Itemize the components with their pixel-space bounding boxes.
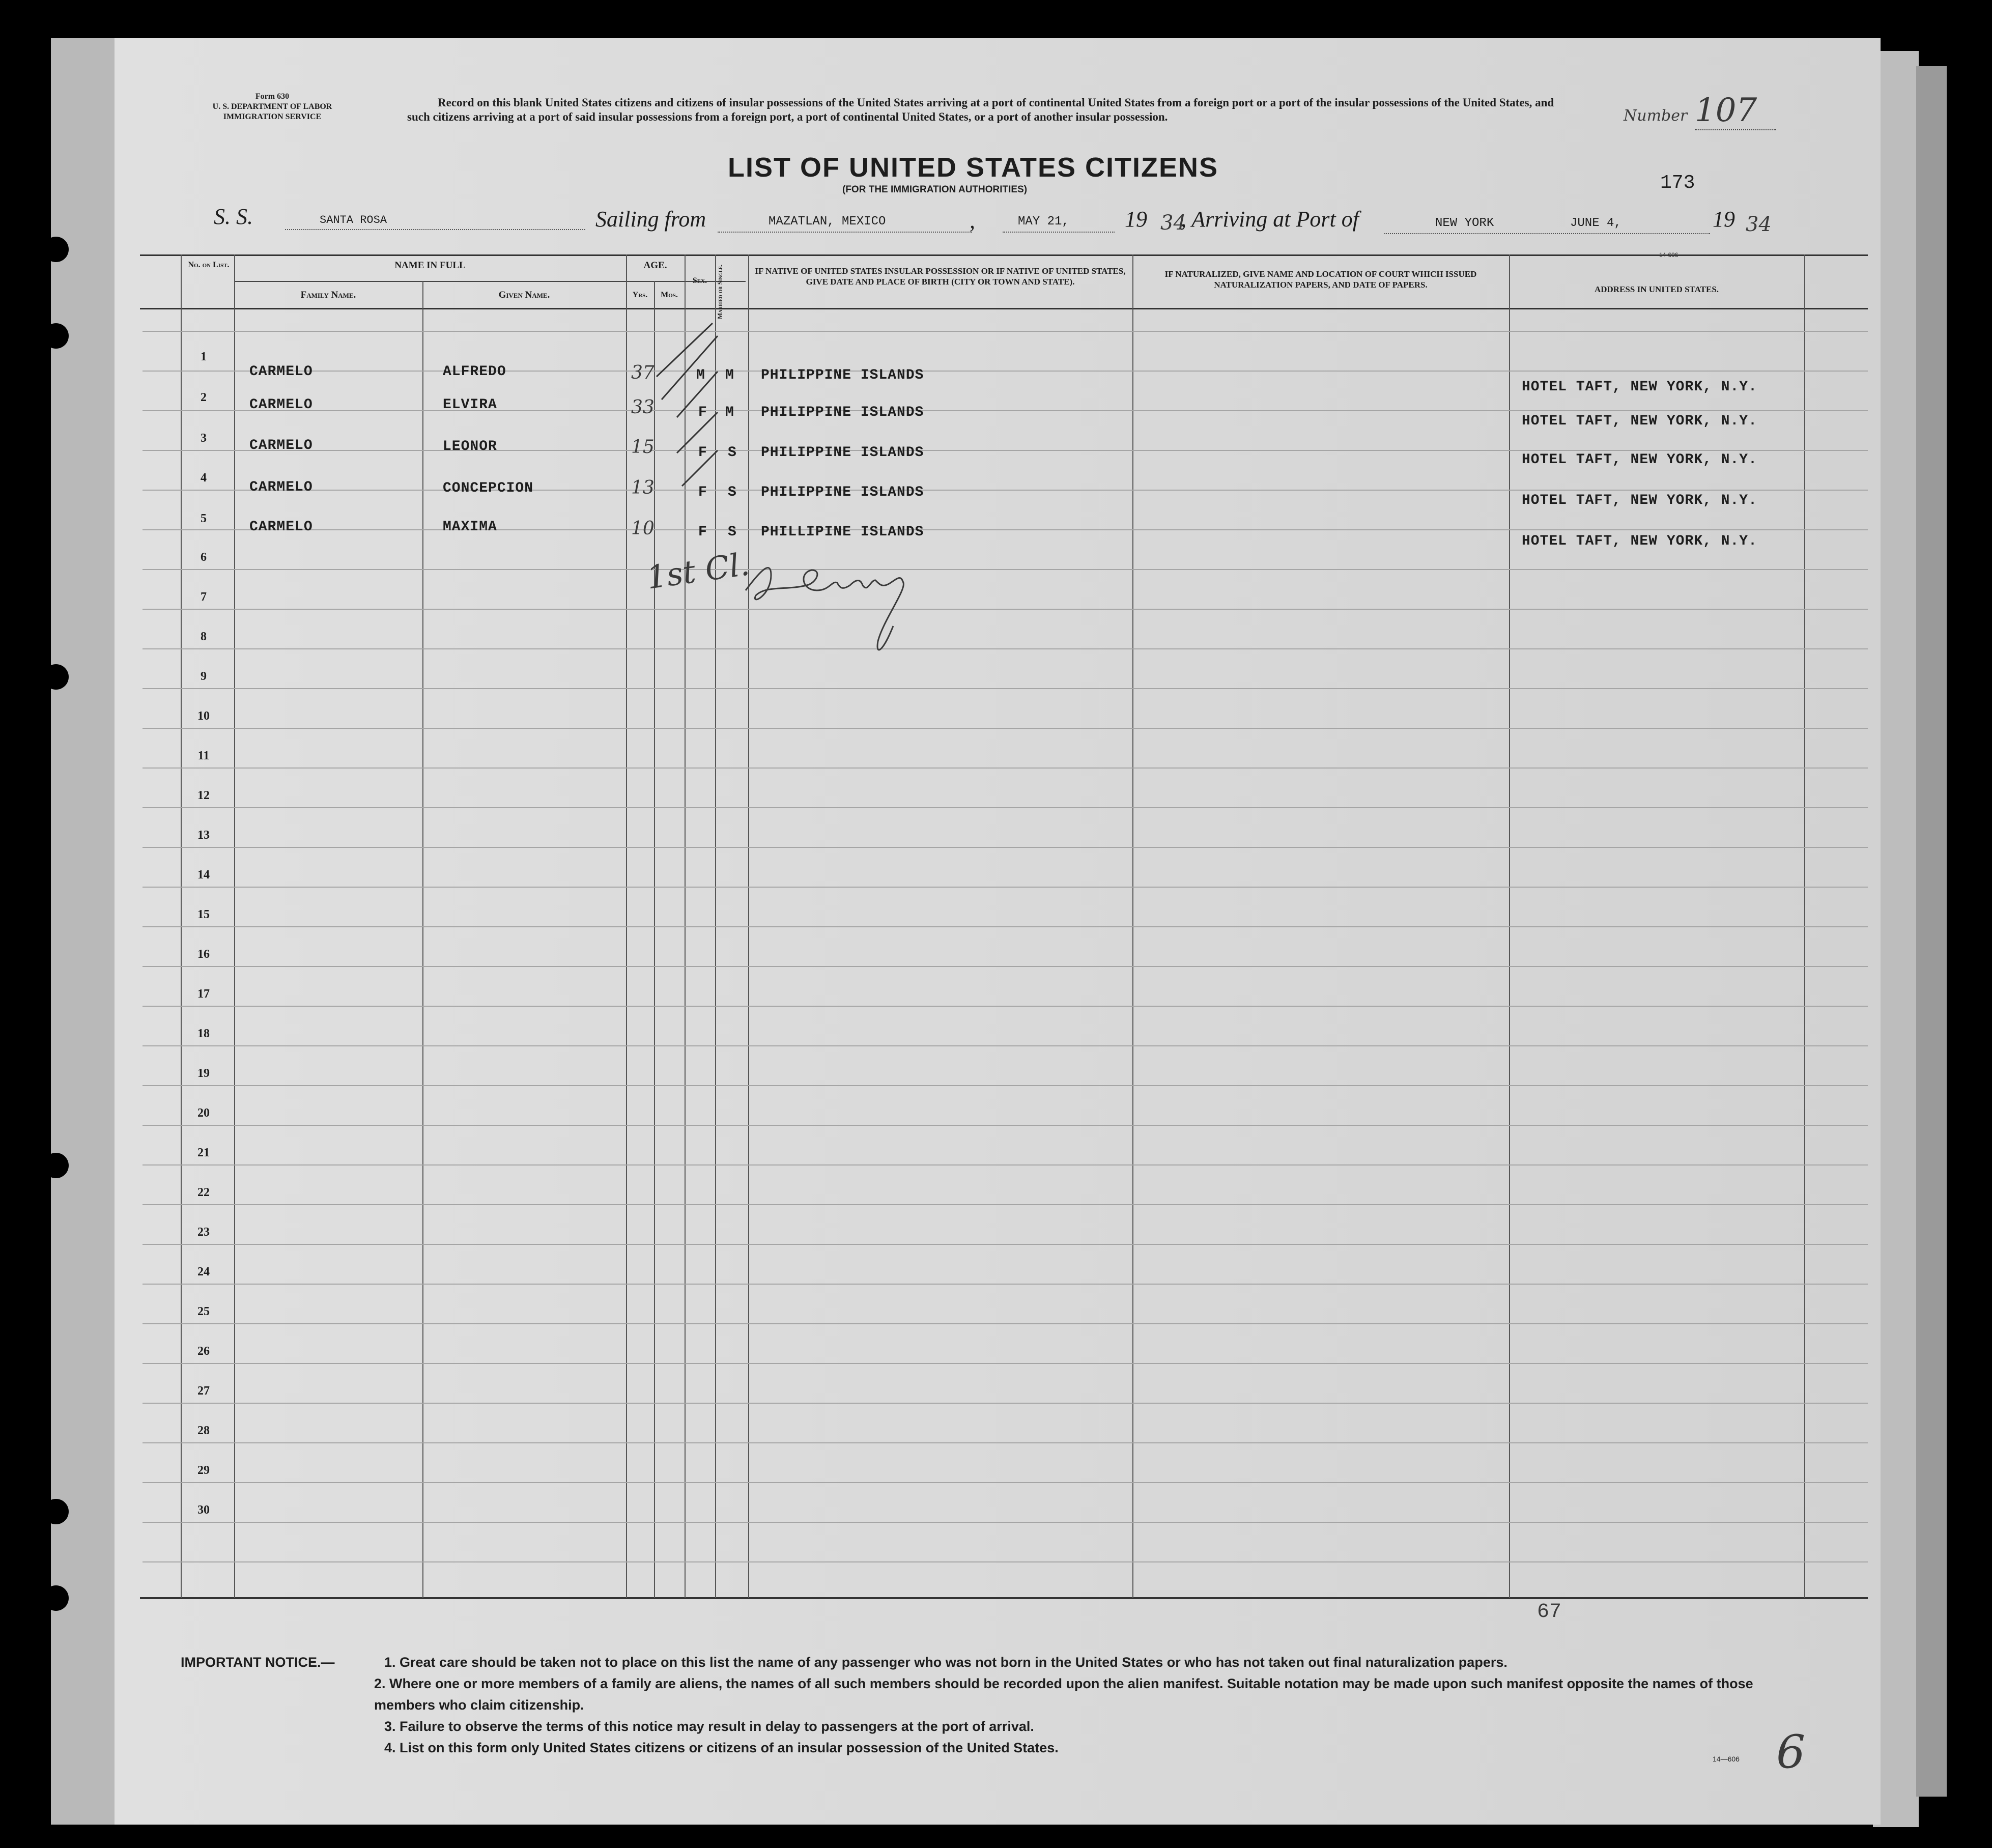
row-number: 2 xyxy=(201,391,207,404)
binder-hole xyxy=(43,1499,69,1524)
arriving-label: , Arriving at Port of xyxy=(1181,207,1359,232)
binder-hole xyxy=(43,664,69,690)
handwritten-check-marks xyxy=(641,316,743,545)
row-number: 12 xyxy=(197,789,210,802)
birth-place: PHILIPPINE ISLANDS xyxy=(761,367,924,383)
notice-label: IMPORTANT NOTICE.— xyxy=(181,1655,335,1670)
col-yrs: Yrs. xyxy=(632,291,648,299)
address: HOTEL TAFT, NEW YORK, N.Y. xyxy=(1522,452,1757,468)
row-number: 1 xyxy=(201,350,207,363)
row-number: 14 xyxy=(197,868,210,882)
sex: F xyxy=(698,405,707,420)
col-given-name: Given Name. xyxy=(498,290,550,300)
address: HOTEL TAFT, NEW YORK, N.Y. xyxy=(1522,413,1757,429)
year-from: 34 xyxy=(1160,211,1186,235)
row-number: 26 xyxy=(197,1345,210,1358)
binder-hole xyxy=(43,323,69,349)
col-family-name: Family Name. xyxy=(300,290,356,300)
notice-item: 4. List on this form only United States citizens or citizens of an insular possession of the United States. xyxy=(384,1740,1059,1755)
row-number: 30 xyxy=(197,1503,210,1517)
given-name: CONCEPCION xyxy=(443,480,534,496)
col-age: AGE. xyxy=(643,260,667,271)
col-name-in-full: NAME IN FULL xyxy=(394,260,466,271)
bottom-number: 67 xyxy=(1537,1601,1562,1624)
page-title: LIST OF UNITED STATES CITIZENS xyxy=(728,152,1218,183)
year-prefix-to: 19 xyxy=(1713,207,1735,232)
signature xyxy=(741,550,970,667)
class-annotation: 1st Cl. xyxy=(644,545,752,596)
page-stack-edge-dark xyxy=(1916,66,1947,1797)
given-name: LEONOR xyxy=(443,439,497,454)
stamp-number: 173 xyxy=(1660,172,1695,194)
birth-place: PHILLIPINE ISLANDS xyxy=(761,524,924,540)
birth-place: PHILIPPINE ISLANDS xyxy=(761,485,924,500)
page-subtitle: (FOR THE IMMIGRATION AUTHORITIES) xyxy=(842,184,1028,195)
row-number: 25 xyxy=(197,1305,210,1318)
row-number: 11 xyxy=(197,749,210,762)
given-name: ALFREDO xyxy=(443,364,506,380)
address: HOTEL TAFT, NEW YORK, N.Y. xyxy=(1522,379,1757,395)
date-to: JUNE 4, xyxy=(1570,216,1621,230)
service: IMMIGRATION SERVICE xyxy=(223,112,322,121)
department: U. S. DEPARTMENT OF LABOR xyxy=(212,102,332,111)
marital-status: M xyxy=(725,405,734,420)
family-name: CARMELO xyxy=(249,438,313,453)
notice-item: 3. Failure to observe the terms of this notice may result in delay to passengers at the port of arrival. xyxy=(384,1719,1034,1734)
age-years: 10 xyxy=(631,518,654,539)
age-years: 13 xyxy=(631,477,654,498)
row-number: 7 xyxy=(201,590,207,604)
form-number: Form 630 xyxy=(255,92,290,101)
row-number: 18 xyxy=(197,1027,210,1040)
number-label: Number xyxy=(1624,107,1688,125)
corner-number: 6 xyxy=(1776,1725,1806,1779)
marital-status: S xyxy=(728,445,737,461)
address: HOTEL TAFT, NEW YORK, N.Y. xyxy=(1522,493,1757,508)
family-name: CARMELO xyxy=(249,397,313,413)
form-id-block xyxy=(188,92,356,122)
row-number: 9 xyxy=(201,670,207,683)
marital-status: S xyxy=(728,524,737,540)
number-field xyxy=(1624,92,1786,129)
birth-place: PHILIPPINE ISLANDS xyxy=(761,445,924,461)
ship-name: SANTA ROSA xyxy=(320,214,387,226)
ss-label: S. S. xyxy=(214,204,253,229)
row-number: 19 xyxy=(197,1067,210,1080)
age-years: 37 xyxy=(631,362,654,383)
row-number: 23 xyxy=(197,1226,210,1239)
age-years: 15 xyxy=(631,437,654,458)
col-sex: Sex. xyxy=(692,276,707,285)
sailing-label: Sailing from xyxy=(595,207,706,232)
binder-hole xyxy=(43,1153,69,1178)
age-years: 33 xyxy=(631,397,654,418)
sex: F xyxy=(698,445,707,461)
year-to: 34 xyxy=(1746,213,1772,236)
given-name: MAXIMA xyxy=(443,519,497,535)
number-value: 107 xyxy=(1695,92,1776,130)
family-name: CARMELO xyxy=(249,479,313,495)
col-birth-place: IF NATIVE OF UNITED STATES INSULAR POSSESSION OR IF NATIVE OF UNITED STATES, GIVE DATE AND PLACE OF BIRTH (CITY OR TOWN AND STATE). xyxy=(755,266,1126,287)
marital-status: M xyxy=(725,367,734,383)
notice-item: 1. Great care should be taken not to place on this list the name of any passenger who was not born in the United States or who has not taken out final naturalization papers. xyxy=(384,1655,1507,1670)
row-number: 13 xyxy=(197,829,210,842)
row-number: 8 xyxy=(201,630,207,643)
year-prefix-from: 19 xyxy=(1125,207,1147,232)
date-from: MAY 21, xyxy=(1018,215,1069,229)
col-naturalized: IF NATURALIZED, GIVE NAME AND LOCATION OF COURT WHICH ISSUED NATURALIZATION PAPERS, AND DATE OF PAPERS. xyxy=(1164,269,1477,290)
binder-hole xyxy=(43,1585,69,1611)
col-mos: Mos. xyxy=(661,291,678,299)
printer-mark: 14-606 xyxy=(1659,251,1678,259)
given-name: ELVIRA xyxy=(443,397,497,413)
notice-item: 2. Where one or more members of a family are aliens, the names of all such members should be recorded upon the alien manifest. Suitable notation may be made upon such manifest opposite the names of those members who claim citizenship. xyxy=(374,1676,1753,1713)
row-number: 3 xyxy=(201,432,207,445)
family-name: CARMELO xyxy=(249,519,313,535)
row-number: 5 xyxy=(201,512,207,525)
row-number: 22 xyxy=(197,1186,210,1199)
row-number: 21 xyxy=(197,1146,210,1159)
row-number: 6 xyxy=(201,551,207,564)
footer-mark: 14—606 xyxy=(1713,1755,1740,1763)
row-number: 24 xyxy=(197,1265,210,1278)
sex: M xyxy=(696,367,705,383)
port-from: MAZATLAN, MEXICO xyxy=(769,215,886,229)
row-number: 29 xyxy=(197,1464,210,1477)
row-number: 10 xyxy=(197,709,210,723)
row-number: 28 xyxy=(197,1424,210,1437)
birth-place: PHILIPPINE ISLANDS xyxy=(761,405,924,420)
row-number: 15 xyxy=(197,908,210,921)
binder-hole xyxy=(43,237,69,262)
binder-edge xyxy=(51,38,117,1825)
col-address: ADDRESS IN UNITED STATES. xyxy=(1594,285,1719,294)
col-no-on-list: No. on List. xyxy=(188,261,230,269)
comma: , xyxy=(970,208,975,233)
row-number: 27 xyxy=(197,1384,210,1398)
record-instructions: Record on this blank United States citizens and citizens of insular possessions of the United States arriving at a port of continental United States from a foreign port or a port of the insular possessions of the United States, and such citizens arriving at a port of said insular possessions from a foreign port, a port of continental United States, or a port of another insular possession. xyxy=(407,96,1554,123)
row-number: 20 xyxy=(197,1106,210,1120)
important-notice xyxy=(181,1652,1809,1758)
col-married-or-single: Married or Single. xyxy=(716,264,724,319)
row-number: 4 xyxy=(201,471,207,485)
row-number: 17 xyxy=(197,987,210,1001)
family-name: CARMELO xyxy=(249,364,313,380)
row-number: 16 xyxy=(197,948,210,961)
sex: F xyxy=(698,485,707,500)
port-to: NEW YORK xyxy=(1435,216,1494,230)
marital-status: S xyxy=(728,485,737,500)
address: HOTEL TAFT, NEW YORK, N.Y. xyxy=(1522,533,1757,549)
sex: F xyxy=(698,524,707,540)
